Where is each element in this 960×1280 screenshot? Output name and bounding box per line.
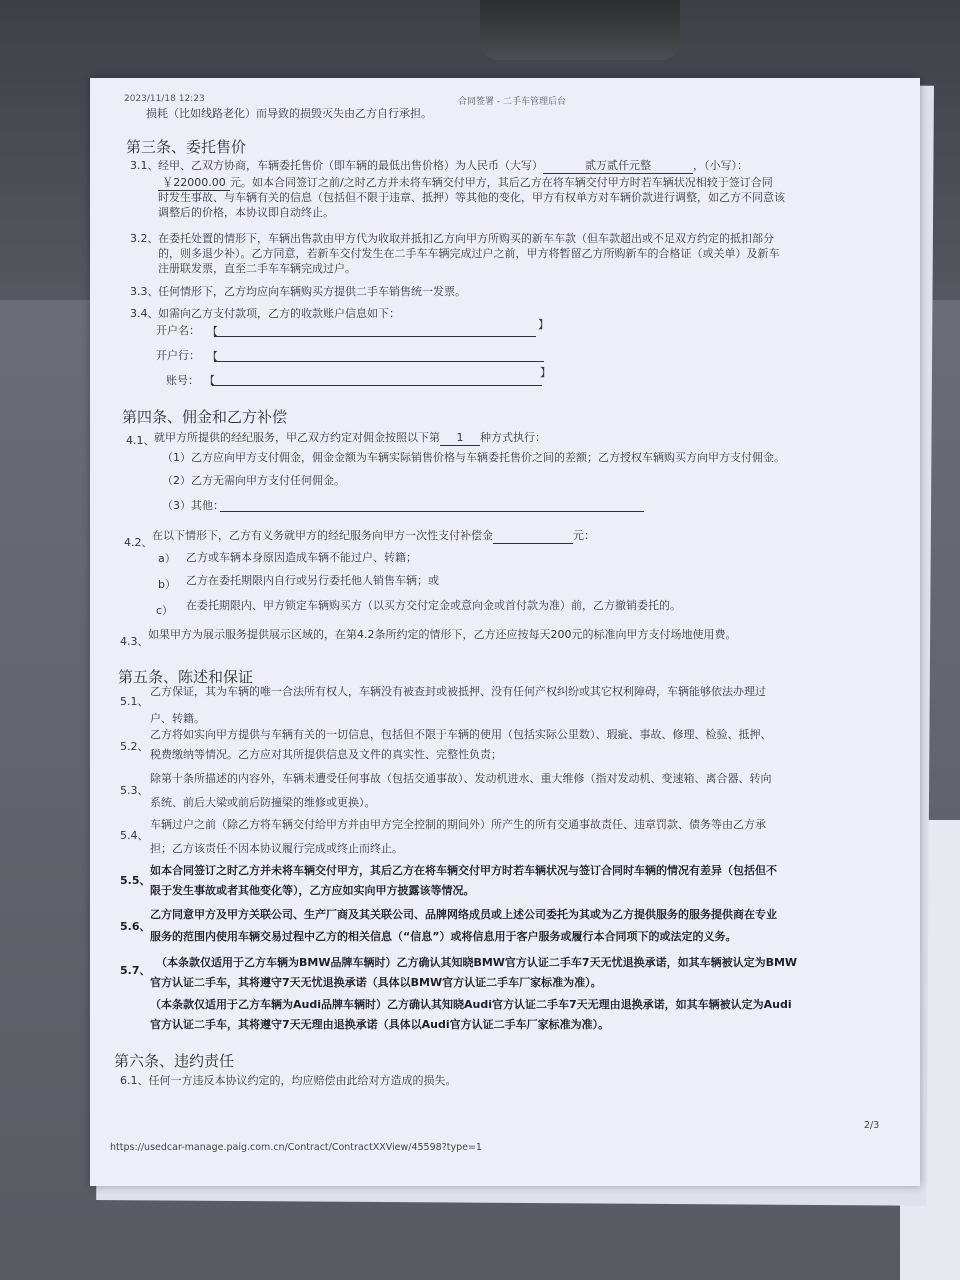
section-4-title: 第四条、佣金和乙方补偿	[122, 408, 288, 426]
print-header-title: 合同签署 - 二手车管理后台	[458, 97, 566, 107]
clause-3-2-line-3: 注册联发票，直至二手车车辆完成过户。	[158, 262, 356, 275]
account-bank-blank	[214, 361, 544, 362]
clause-3-1-line-1: 经甲、乙双方协商，车辆委托售价（即车辆的最低出售价格）为人民币（大写） 贰万贰仟元整 ，（小写）：	[158, 159, 748, 172]
clause-3-4-text: 如需向乙方支付款项，乙方的收款账户信息如下：	[158, 307, 400, 320]
commission-option-3: （3）其他：	[162, 499, 224, 512]
commission-option-1: （1）乙方应向甲方支付佣金，佣金金额为车辆实际销售价格与车辆委托售价之间的差额；乙方授权车辆购买方向甲方支付佣金。	[162, 451, 785, 464]
section-5-title: 第五条、陈述和保证	[118, 668, 254, 686]
clause-5-3-line-1: 除第十条所描述的内容外，车辆未遭受任何事故（包括交通事故）、发动机进水、重大维修（指对发动机、变速箱、离合器、转向	[150, 772, 772, 785]
bracket-left: 【	[207, 325, 218, 338]
bracket-left: 【	[207, 350, 218, 363]
account-bank-label: 开户行：	[156, 349, 200, 362]
clause-3-1-line-3: 时发生事故、与车辆有关的信息（包括但不限于违章、抵押）等其他的变化，甲方有权单方对车辆价款进行调整，如乙方不同意该	[158, 191, 785, 204]
clause-5-6-line-1: 乙方同意甲方及甲方关联公司、生产厂商及其关联公司、品牌网络成员或上述公司委托为其或为乙方提供服务的服务提供商在专业	[150, 908, 777, 921]
account-name-blank	[214, 336, 536, 337]
clause-4-2-line-1: 在以下情形下，乙方有义务就甲方的经纪服务向甲方一次性支付补偿金 元：	[152, 529, 595, 542]
clause-3-1-line-2: ￥22000.00 元。如本合同签订之前/之时乙方并未将车辆交付甲方，其后乙方在将车辆交付甲方时若车辆状况相较于签订合同	[158, 176, 773, 191]
item-c-text: 在委托期限内、甲方锁定车辆购买方（以买方交付定金或意向金或首付款为准）前，乙方撤销委托的。	[186, 599, 681, 612]
section-3-title: 第三条、委托售价	[126, 138, 247, 156]
clause-5-2-line-2: 税费缴纳等情况。乙方应对其所提供信息及文件的真实性、完整性负责；	[150, 748, 502, 761]
item-c-label: c）	[156, 604, 174, 617]
print-datetime: 2023/11/18 12:23	[124, 94, 205, 104]
bracket-right: 】	[540, 366, 551, 379]
contract-page	[90, 78, 920, 1186]
page-number: 2/3	[864, 1120, 880, 1131]
continued-line: 损耗（比如线路老化）而导致的损毁灭失由乙方自行承担。	[146, 107, 432, 120]
clause-5-2-line-1: 乙方将如实向甲方提供与车辆有关的一切信息，包括但不限于车辆的使用（包括实际公里数）、瑕疵、事故、修理、检验、抵押、	[150, 728, 772, 741]
clause-3-3-text: 任何情形下，乙方均应向车辆购买方提供二手车销售统一发票。	[158, 285, 466, 298]
clause-5-5-line-1: 如本合同签订之时乙方并未将车辆交付甲方，其后乙方在将车辆交付甲方时若车辆状况与签订合同时车辆的情况有差异（包括但不	[150, 864, 777, 877]
commission-option-field: 1	[440, 431, 480, 446]
item-b-label: b）	[158, 578, 176, 591]
account-name-label: 开户名：	[156, 324, 200, 337]
clause-5-1-line-1: 乙方保证，其为车辆的唯一合法所有权人，车辆没有被查封或被抵押、没有任何产权纠纷或其它权利障碍，车辆能够依法办理过	[150, 685, 766, 698]
clause-3-2-number: 3.2、	[130, 232, 159, 245]
clause-5-4-number: 5.4、	[120, 829, 149, 842]
clause-5-5-line-2: 限于发生事故或者其他变化等），乙方应如实向甲方披露该等情况。	[150, 884, 475, 897]
price-upper-field: 贰万贰仟元整	[543, 159, 693, 174]
clause-5-3-number: 5.3、	[120, 784, 149, 797]
clause-5-7-line-1: （本条款仅适用于乙方车辆为BMW品牌车辆时）乙方确认其知晓BMW官方认证二手车7天无忧退换承诺，如其车辆被认定为BMW	[156, 956, 798, 969]
clause-5-3-line-2: 系统、前后大梁或前后防撞梁的维修或更换）。	[150, 796, 376, 809]
bracket-right: 】	[538, 318, 549, 331]
clause-5-7-line-3: （本条款仅适用于乙方车辆为Audi品牌车辆时）乙方确认其知晓Audi官方认证二手车7天无理由退换承诺，如其车辆被认定为Audi	[150, 998, 792, 1011]
item-a-text: 乙方或车辆本身原因造成车辆不能过户、转籍；	[186, 551, 417, 564]
clause-5-2-number: 5.2、	[120, 740, 149, 753]
clause-5-1-number: 5.1、	[120, 695, 149, 708]
compensation-amount-field	[493, 529, 573, 544]
clause-3-1-number: 3.1、	[130, 159, 159, 172]
item-a-label: a）	[158, 552, 176, 565]
clause-4-1-line-1: 就甲方所提供的经纪服务，甲乙双方约定对佣金按照以下第 1 种方式执行：	[154, 431, 546, 444]
clause-5-1-line-2: 户、转籍。	[150, 712, 205, 725]
clause-5-5-number: 5.5、	[120, 874, 151, 887]
device-edge	[480, 0, 680, 60]
item-b-text: 乙方在委托期限内自行或另行委托他人销售车辆；或	[186, 574, 439, 587]
clause-3-2-line-2: 的，则多退少补）。乙方同意，若新车交付发生在二手车车辆完成过户之前，甲方将暂留乙方所购新车的合格证（或关单）及新车	[158, 247, 780, 260]
clause-5-7-line-4: 官方认证二手车，其将遵守7天无理由退换承诺（具体以Audi官方认证二手车厂家标准为准）。	[150, 1018, 610, 1031]
account-number-label: 账号：	[166, 374, 199, 387]
price-lower-field: ￥22000.00	[158, 176, 230, 191]
clause-4-1-number: 4.1、	[126, 434, 155, 447]
account-number-blank	[212, 385, 542, 386]
commission-option-2: （2）乙方无需向甲方支付任何佣金。	[162, 474, 345, 487]
clause-3-3-number: 3.3、	[130, 285, 159, 298]
clause-4-3-number: 4.3、	[120, 635, 149, 648]
clause-5-4-line-1: 车辆过户之前（除乙方将车辆交付给甲方并由甲方完全控制的期间外）所产生的所有交通事故责任、违章罚款、债务等由乙方承	[150, 818, 766, 831]
clause-3-4-number: 3.4、	[130, 307, 159, 320]
print-url: https://usedcar-manage.paig.com.cn/Contract/ContractXXView/45598?type=1	[110, 1142, 482, 1153]
section-6-title: 第六条、违约责任	[114, 1052, 235, 1070]
clause-5-4-line-2: 担；乙方该责任不因本协议履行完成或终止而终止。	[150, 842, 403, 855]
clause-3-1-line-4: 调整后的价格，本协议即自动终止。	[158, 206, 334, 219]
clause-5-7-line-2: 官方认证二手车，其将遵守7天无忧退换承诺（具体以BMW官方认证二手车厂家标准为准）。	[150, 976, 602, 989]
clause-5-6-number: 5.6、	[120, 920, 151, 933]
bracket-left: 【	[204, 374, 215, 387]
clause-6-1-text: 6.1、任何一方违反本协议约定的，均应赔偿由此给对方造成的损失。	[120, 1074, 457, 1087]
commission-other-blank	[220, 511, 644, 512]
clause-3-2-line-1: 在委托处置的情形下，车辆出售款由甲方代为收取并抵扣乙方向甲方所购买的新车车款（但车款超出或不足双方约定的抵扣部分	[158, 232, 774, 245]
clause-4-2-number: 4.2、	[124, 536, 153, 549]
clause-5-6-line-2: 服务的范围内使用车辆交易过程中乙方的相关信息（“信息”）或将信息用于客户服务或履行本合同项下的或法定的义务。	[150, 930, 737, 943]
clause-4-3-text: 如果甲方为展示服务提供展示区域的，在第4.2条所约定的情形下，乙方还应按每天200元的标准向甲方支付场地使用费。	[148, 628, 737, 641]
clause-5-7-number: 5.7、	[120, 964, 151, 977]
